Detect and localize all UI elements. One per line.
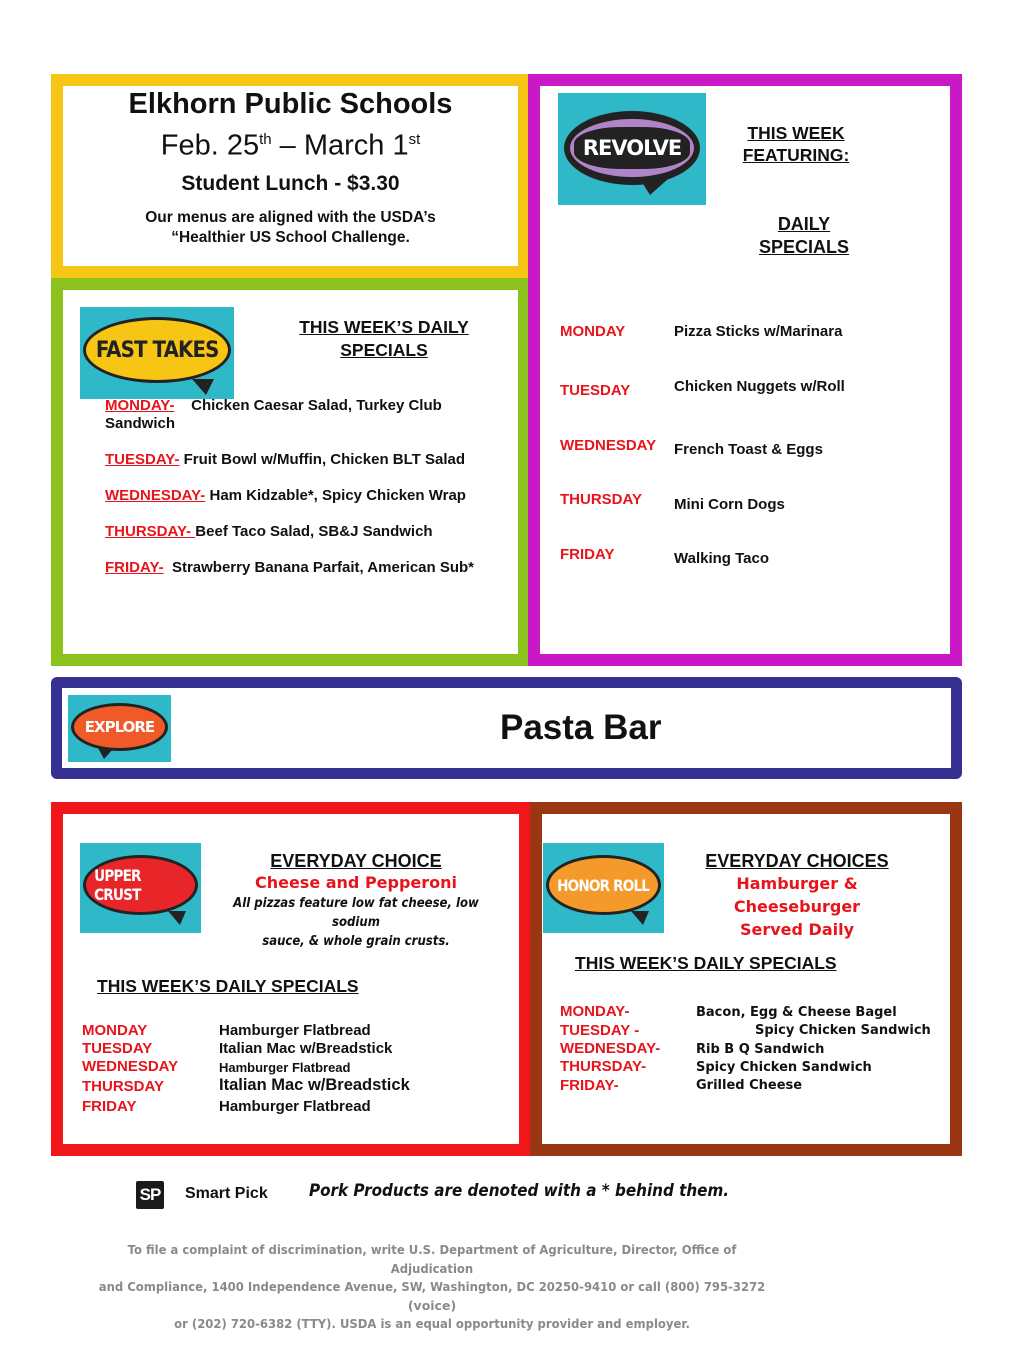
honor-roll-choice-line2: Served Daily [739,920,855,939]
fast-takes-title-line1: THIS WEEK’S DAILY [299,317,469,337]
lunch-price: Student Lunch - $3.30 [181,171,400,195]
date-start: Feb. 25 [160,129,260,162]
revolve-day: TUESDAY [560,382,631,399]
fast-takes-row [105,451,465,469]
fast-takes-logo [80,307,234,399]
fast-takes-item: Beef Taco Salad, SB&J Sandwich [195,523,433,540]
upper-crust-logo [80,843,201,933]
honor-roll-day: TUESDAY - [560,1022,640,1039]
fast-takes-title-line2: SPECIALS [340,340,428,360]
honor-roll-logo-text: HONOR ROLL [557,875,650,895]
upper-crust-item: Italian Mac w/Breadstick [219,1076,410,1094]
explore-logo-text: EXPLORE [84,718,155,736]
upper-crust-choice-item: Cheese and Pepperoni [254,873,458,892]
revolve-item: Pizza Sticks w/Marinara [674,323,843,340]
honor-roll-choice-title: EVERYDAY CHOICES [705,851,889,871]
usda-footer [62,1241,802,1334]
fast-takes-row [105,487,466,505]
honor-roll-item: Grilled Cheese [696,1078,803,1093]
explore-logo-bubble [71,703,168,751]
revolve-day: MONDAY [560,323,626,340]
fast-takes-item: Chicken Caesar Salad, Turkey Club [174,397,442,414]
honor-roll-day: WEDNESDAY- [560,1040,661,1057]
footer-line3: (voice) [407,1297,457,1313]
honor-roll-item: Spicy Chicken Sandwich [696,1060,872,1075]
date-end: – March 1 [271,129,409,162]
upper-crust-day: TUESDAY [82,1040,153,1057]
upper-crust-item: Hamburger Flatbread [219,1022,371,1039]
fast-takes-day: FRIDAY- [105,559,164,576]
honor-roll-choice-line1: Hamburger & Cheeseburger [733,874,861,916]
upper-crust-note-line1: All pizzas feature low fat cheese, low sodium [233,896,479,930]
revolve-specials-line1: DAILY [777,214,831,234]
fast-takes-row [105,559,474,577]
upper-crust-day: THURSDAY [82,1078,164,1095]
revolve-logo-text: REVOLVE [582,136,682,160]
revolve-featuring [710,122,882,166]
revolve-item: Chicken Nuggets w/Roll [674,378,845,395]
revolve-logo-bubble [564,111,700,185]
revolve-item: Mini Corn Dogs [674,496,785,513]
upper-crust-item: Hamburger Flatbread [219,1060,351,1075]
fast-takes-day: THURSDAY- [105,523,196,540]
smart-pick-label: Smart Pick [185,1185,268,1202]
upper-crust-choice [206,850,506,951]
revolve-specials-line2: SPECIALS [758,237,850,257]
revolve-day: FRIDAY [560,546,615,563]
fast-takes-day: MONDAY- [105,397,175,414]
honor-roll-day: FRIDAY- [560,1077,619,1094]
fast-takes-logo-text: FAST TAKES [95,337,219,363]
fast-takes-item: Fruit Bowl w/Muffin, Chicken BLT Salad [179,451,466,468]
revolve-item: Walking Taco [674,550,770,567]
revolve-specials-title [720,213,888,259]
revolve-featuring-line1: THIS WEEK [747,123,845,143]
smart-pick-icon: SP [136,1181,164,1209]
honor-roll-logo [543,843,664,933]
date-start-sup: th [259,131,272,148]
honor-roll-item: Spicy Chicken Sandwich [755,1023,931,1038]
footer-line1: To file a complaint of discrimination, write U.S. Department of Agriculture, Director, Office of Adjudication [127,1242,737,1276]
honor-roll-day: THURSDAY- [560,1058,647,1075]
revolve-featuring-line2: FEATURING: [742,145,850,165]
upper-crust-day: FRIDAY [82,1098,137,1115]
upper-crust-item: Hamburger Flatbread [219,1098,371,1115]
fast-takes-day: WEDNESDAY- [105,487,206,504]
pork-note: Pork Products are denoted with a * behind them. [309,1181,730,1200]
explore-logo [68,695,171,762]
honor-roll-item: Rib B Q Sandwich [696,1042,825,1057]
date-end-sup: st [408,131,421,148]
fast-takes-row [105,397,505,415]
upper-crust-day: WEDNESDAY [82,1058,179,1075]
honor-roll-choice [672,850,922,941]
footer-line2: and Compliance, 1400 Independence Avenue, SW, Washington, DC 20250-9410 or call (800) 795-3272 [98,1279,766,1294]
fast-takes-title [272,316,496,362]
revolve-item: French Toast & Eggs [674,441,823,458]
pasta-bar-title: Pasta Bar [500,708,662,747]
upper-crust-day: MONDAY [82,1022,148,1039]
honor-roll-specials-title: THIS WEEK’S DAILY SPECIALS [575,953,837,973]
fast-takes-row [105,523,433,541]
fast-takes-item-cont: Sandwich [105,415,176,432]
upper-crust-logo-text: UPPER CRUST [94,866,141,904]
upper-crust-note-line2: sauce, & whole grain crusts. [262,934,450,949]
upper-crust-choice-title: EVERYDAY CHOICE [270,851,442,871]
upper-crust-logo-bubble [83,855,198,915]
fast-takes-item: Strawberry Banana Parfait, American Sub* [163,559,475,576]
usda-note-line2: “Healthier US School Challenge. [171,228,410,246]
fast-takes-item: Ham Kidzable*, Spicy Chicken Wrap [205,487,466,504]
revolve-day: WEDNESDAY [560,437,657,454]
fast-takes-logo-bubble [83,317,231,383]
honor-roll-item: Bacon, Egg & Cheese Bagel [696,1005,897,1020]
school-name: Elkhorn Public Schools [128,88,453,120]
revolve-logo [558,93,706,205]
honor-roll-day: MONDAY- [560,1003,630,1020]
upper-crust-item: Italian Mac w/Breadstick [219,1040,393,1057]
menu-date-range [63,122,518,164]
upper-crust-specials-title: THIS WEEK’S DAILY SPECIALS [97,976,359,996]
revolve-day: THURSDAY [560,491,642,508]
footer-line4: or (202) 720-6382 (TTY). USDA is an equal opportunity provider and employer. [174,1316,690,1331]
fast-takes-day: TUESDAY- [105,451,180,468]
header-text [63,86,518,248]
usda-note-line1: Our menus are aligned with the USDA’s [145,208,436,226]
honor-roll-logo-bubble [546,855,661,915]
